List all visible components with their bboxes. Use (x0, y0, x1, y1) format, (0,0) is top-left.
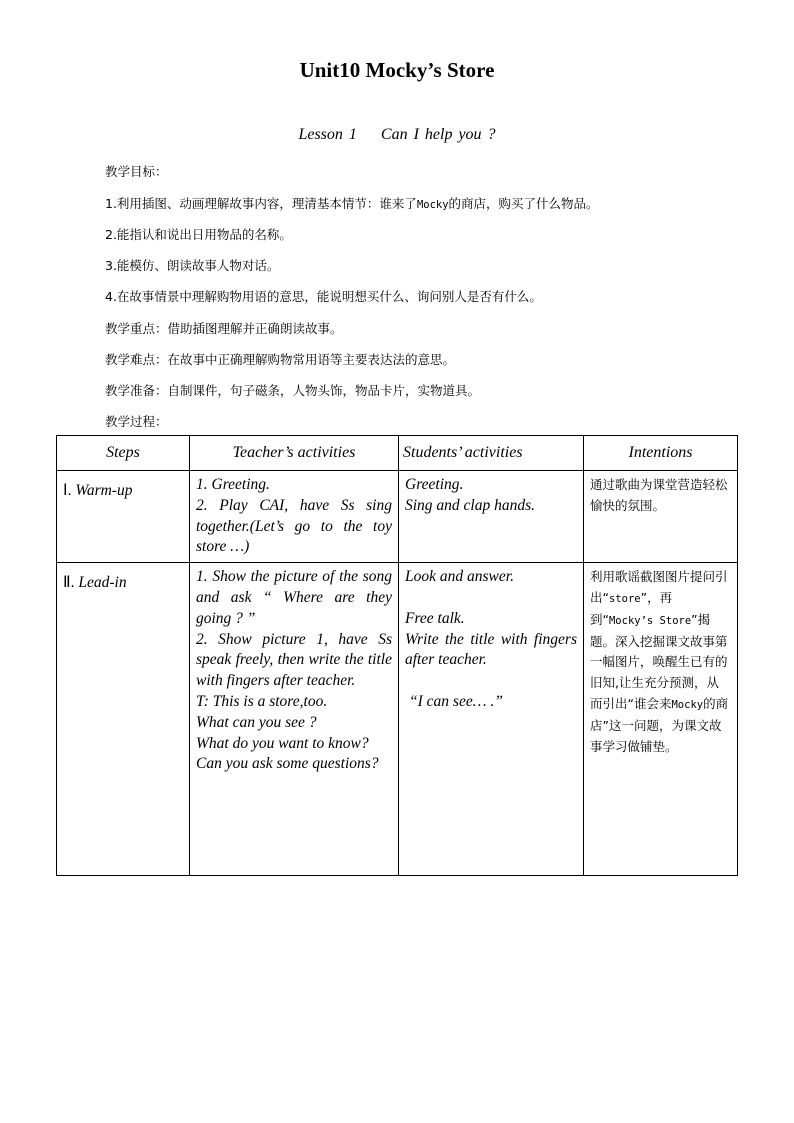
student-activity: Free talk. (405, 609, 465, 627)
header-teacher-activities: Teacher’s activities (190, 436, 399, 471)
table-row (57, 563, 738, 876)
table-header-row (57, 436, 738, 471)
student-activity: Greeting. (405, 476, 464, 493)
key-point: 教学重点：借助插图理解并正确朗读故事。 (105, 321, 343, 336)
goal-item-1: 1.利用插图、动画理解故事内容，理清基本情节：谁来了Mocky的商店，购买了什么物品。 (105, 196, 599, 211)
preparation: 教学准备：自制课件，句子磁条，人物头饰，物品卡片，实物道具。 (105, 383, 481, 398)
process-heading: 教学过程： (105, 414, 168, 429)
teacher-activity: What do you want to know? (196, 734, 369, 752)
document-title: Unit10 Mocky’s Store (299, 58, 495, 82)
student-activity: Write the title with fingers after teacher. (405, 630, 577, 669)
header-intentions: Intentions (584, 436, 738, 471)
step-cell-lead-in (57, 563, 190, 876)
teaching-process-table (56, 435, 738, 876)
teacher-activity: 2. Show picture 1, have Ss speak freely, then write the title with fingers after teacher. (196, 630, 392, 690)
goal-item-3: 3.能模仿、朗读故事人物对话。 (105, 258, 280, 273)
step-name: Lead-in (78, 574, 127, 592)
difficulty: 教学难点：在故事中正确理解购物常用语等主要表达法的意思。 (105, 352, 456, 367)
goal-item-2: 2.能指认和说出日用物品的名称。 (105, 227, 292, 242)
intention-cell: 利用歌谣截图图片提问引出“store”，再到“Mocky’s Store”揭题。深入挖掘课文故事第一幅图片，唤醒生已有的旧知,让生充分预测，从而引出“谁会来Mocky的商店”这一问题，为课文故事学习做铺垫。 (584, 563, 738, 876)
teacher-activity: What can you see ? (196, 713, 317, 731)
intention-cell: 通过歌曲为课堂营造轻松愉快的氛围。 (584, 471, 738, 563)
teacher-activities-cell (190, 563, 399, 876)
header-steps: Steps (57, 436, 190, 471)
teacher-activity: T: This is a store,too. (196, 692, 328, 710)
step-number: Ⅰ. (63, 482, 72, 499)
lesson-subtitle: Lesson 1 Can I help you ? (298, 126, 496, 143)
teacher-activities-cell (190, 471, 399, 563)
step-number: Ⅱ. (63, 574, 75, 592)
student-activity: Sing and clap hands. (405, 496, 536, 514)
goals-heading: 教学目标： (105, 164, 168, 179)
student-activity: “I can see… .” (409, 692, 503, 710)
goal-item-4: 4.在故事情景中理解购物用语的意思，能说明想买什么、询问别人是否有什么。 (105, 289, 542, 304)
teacher-activity: 2. Play CAI, have Ss sing together.(Let’s go to the toy store …) (196, 496, 392, 556)
teacher-activity: 1. Greeting. (196, 476, 270, 493)
step-name: Warm-up (75, 482, 133, 499)
teacher-activity: 1. Show the picture of the song and ask “ Where are they going ? ” (196, 568, 392, 627)
table-row (57, 471, 738, 563)
students-activities-cell (399, 471, 584, 563)
students-activities-cell (399, 563, 584, 876)
teacher-activity: Can you ask some questions? (196, 755, 379, 773)
student-activity: Look and answer. (405, 568, 514, 586)
step-cell-warm-up (57, 471, 190, 563)
header-students-activities: Students’ activities (399, 436, 584, 471)
